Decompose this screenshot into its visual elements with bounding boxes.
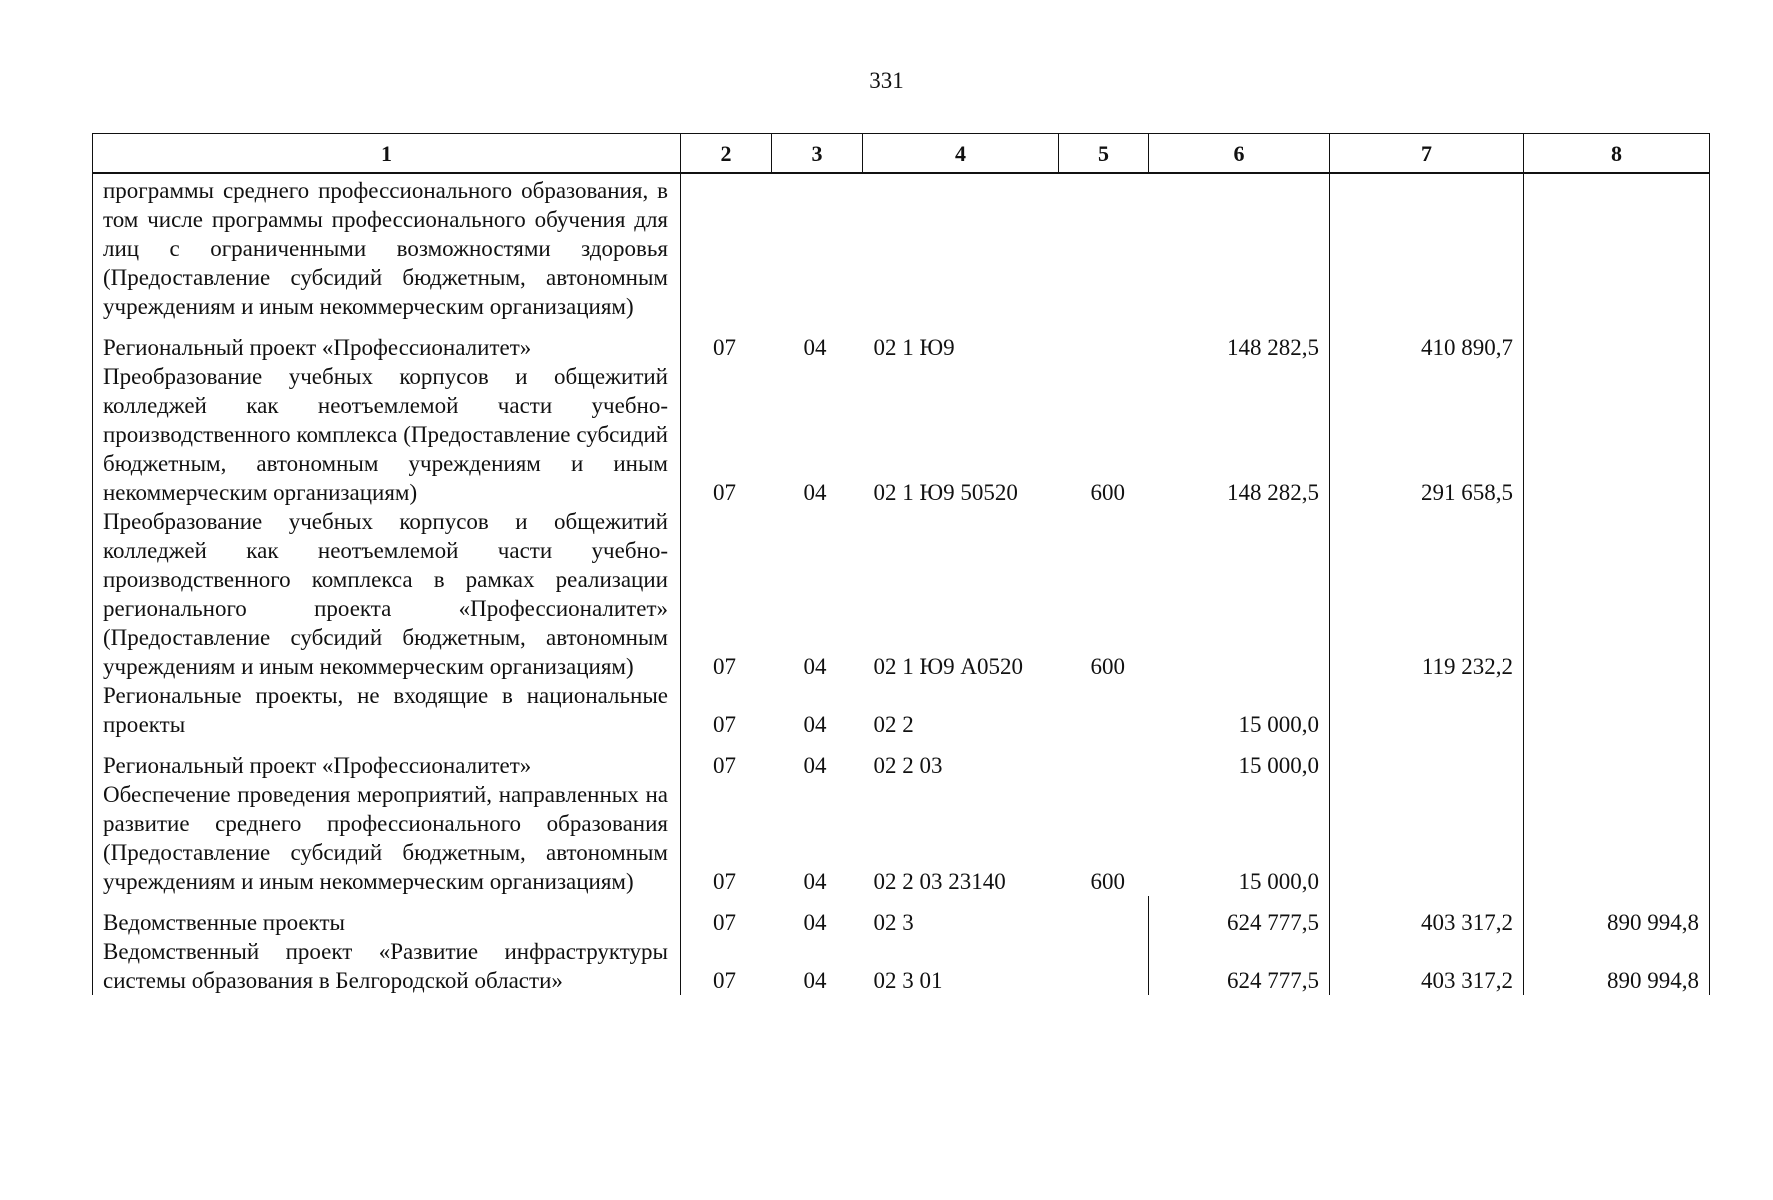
row-csr: 02 3: [873, 910, 914, 935]
row-podrazdel: 04: [803, 968, 827, 993]
table-row: [93, 937, 1710, 995]
column-header-5: 5: [1059, 134, 1149, 174]
row-sum-7: [1330, 739, 1524, 780]
table-header: [93, 134, 1710, 174]
table-row: [93, 321, 1710, 362]
row-podrazdel: 04: [803, 335, 827, 360]
row-vr: 600: [1090, 480, 1125, 505]
row-sum-7: 403 317,2: [1330, 937, 1524, 995]
row-name: Региональные проекты, не входящие в национальные проекты: [93, 681, 681, 739]
row-vr: [1059, 739, 1149, 780]
budget-table: [92, 133, 1710, 995]
row-razdel: [681, 173, 772, 321]
row-podrazdel: 04: [803, 480, 827, 505]
row-sum-8: 890 994,8: [1524, 896, 1710, 937]
row-razdel: 07: [713, 869, 736, 894]
row-name: Обеспечение проведения мероприятий, направленных на развитие среднего профессионального образования (Предоставление субсидий бюджетным, автономным учреждениям и иным некоммерческим организациям): [93, 780, 681, 896]
budget-table-container: [92, 133, 1709, 995]
row-vr: 600: [1090, 869, 1125, 894]
row-sum-7: 403 317,2: [1330, 896, 1524, 937]
row-csr: [863, 173, 1059, 321]
row-sum-7: 291 658,5: [1330, 362, 1524, 507]
row-podrazdel: 04: [803, 869, 827, 894]
table-row: [93, 896, 1710, 937]
row-vr: [1059, 937, 1149, 995]
row-name: программы среднего профессионального образования, в том числе программы профессионального обучения для лиц с ограниченными возможностями здоровья (Предоставление субсидий бюджетным, автономным учреждениям и иным некоммерческим организациям): [93, 173, 681, 321]
column-header-6: 6: [1149, 134, 1330, 174]
row-csr: 02 1 Ю9: [873, 335, 955, 360]
row-sum-8: [1524, 173, 1710, 321]
row-sum-7: 119 232,2: [1330, 507, 1524, 681]
row-sum-8: [1524, 507, 1710, 681]
page-number: 331: [869, 68, 904, 93]
row-sum-8: [1524, 362, 1710, 507]
row-name: Преобразование учебных корпусов и общежитий колледжей как неотъемлемой части учебно-производственного комплекса (Предоставление субсидий бюджетным, автономным учреждениям и иным некоммерческим организациям): [93, 362, 681, 507]
row-sum-6: 624 777,5: [1149, 937, 1330, 995]
table-row: [93, 681, 1710, 739]
row-vr: 600: [1090, 654, 1125, 679]
column-header-2: 2: [681, 134, 772, 174]
row-razdel: 07: [713, 712, 736, 737]
table-row: [93, 739, 1710, 780]
row-razdel: 07: [713, 480, 736, 505]
row-sum-8: [1524, 780, 1710, 896]
row-csr: 02 2 03: [873, 753, 943, 778]
row-razdel: 07: [713, 335, 736, 360]
row-sum-8: [1524, 739, 1710, 780]
row-sum-6: 15 000,0: [1149, 780, 1330, 896]
row-sum-6: 624 777,5: [1149, 896, 1330, 937]
row-name: Региональный проект «Профессионалитет»: [93, 739, 681, 780]
row-podrazdel: [772, 173, 863, 321]
row-podrazdel: 04: [803, 712, 827, 737]
row-name: Региональный проект «Профессионалитет»: [93, 321, 681, 362]
table-row: [93, 173, 1710, 321]
table-row: [93, 362, 1710, 507]
row-vr: [1059, 173, 1149, 321]
row-sum-6: 15 000,0: [1149, 681, 1330, 739]
row-csr: 02 3 01: [873, 968, 943, 993]
row-podrazdel: 04: [803, 654, 827, 679]
row-name: Ведомственный проект «Развитие инфраструктуры системы образования в Белгородской области»: [93, 937, 681, 995]
row-sum-8: 890 994,8: [1524, 937, 1710, 995]
row-sum-8: [1524, 321, 1710, 362]
row-sum-6: [1149, 507, 1330, 681]
table-body: [93, 173, 1710, 995]
header-row: [93, 134, 1710, 174]
column-header-7: 7: [1330, 134, 1524, 174]
row-csr: 02 1 Ю9 50520: [873, 480, 1018, 505]
row-name: Ведомственные проекты: [93, 896, 681, 937]
row-csr: 02 1 Ю9 А0520: [873, 654, 1023, 679]
row-razdel: 07: [713, 654, 736, 679]
row-vr: [1059, 321, 1149, 362]
row-sum-7: [1330, 780, 1524, 896]
row-vr: [1059, 681, 1149, 739]
row-name: Преобразование учебных корпусов и общежитий колледжей как неотъемлемой части учебно-производственного комплекса в рамках реализации регионального проекта «Профессионалитет» (Предоставление субсидий бюджетным, автономным учреждениям и иным некоммерческим организациям): [93, 507, 681, 681]
row-sum-7: [1330, 681, 1524, 739]
row-sum-6: 148 282,5: [1149, 362, 1330, 507]
table-row: [93, 507, 1710, 681]
row-csr: 02 2 03 23140: [873, 869, 1006, 894]
row-sum-6: [1149, 173, 1330, 321]
row-sum-6: 15 000,0: [1149, 739, 1330, 780]
column-header-4: 4: [863, 134, 1059, 174]
column-header-1: 1: [93, 134, 681, 174]
row-razdel: 07: [713, 910, 736, 935]
table-row: [93, 780, 1710, 896]
row-sum-6: 148 282,5: [1149, 321, 1330, 362]
column-header-8: 8: [1524, 134, 1710, 174]
column-header-3: 3: [772, 134, 863, 174]
row-razdel: 07: [713, 968, 736, 993]
row-csr: 02 2: [873, 712, 914, 737]
row-podrazdel: 04: [803, 753, 827, 778]
row-sum-8: [1524, 681, 1710, 739]
row-sum-7: 410 890,7: [1330, 321, 1524, 362]
row-podrazdel: 04: [803, 910, 827, 935]
row-vr: [1059, 896, 1149, 937]
row-sum-7: [1330, 173, 1524, 321]
row-razdel: 07: [713, 753, 736, 778]
